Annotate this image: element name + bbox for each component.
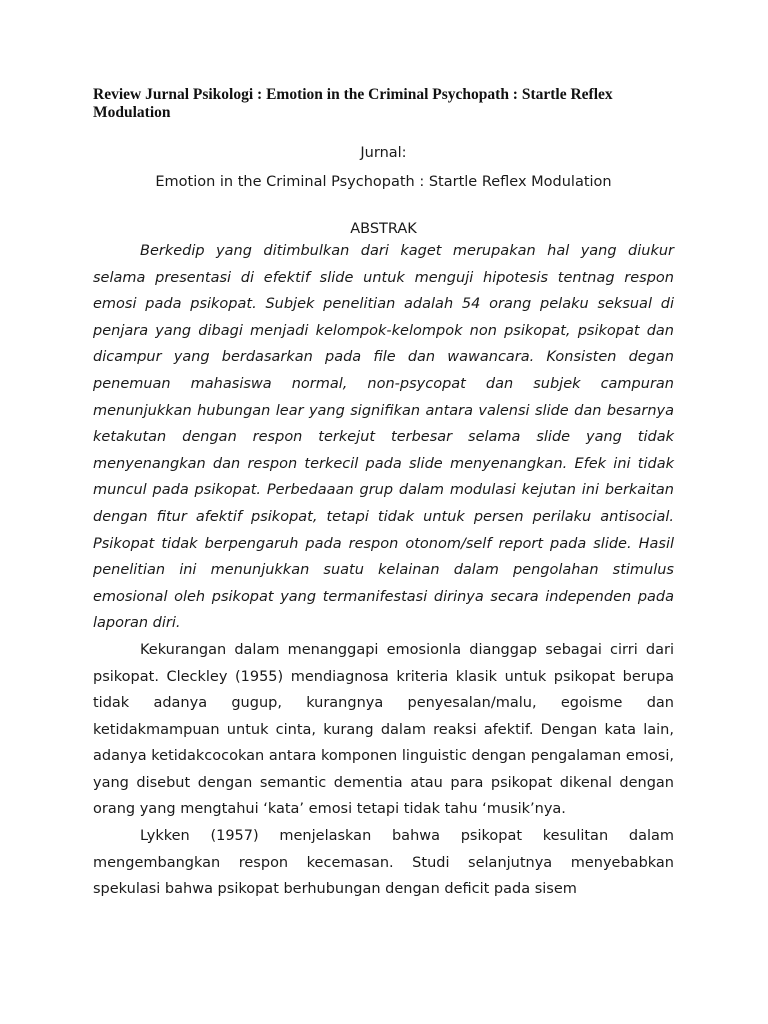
journal-name: Emotion in the Criminal Psychopath : Startle Reflex Modulation: [155, 174, 612, 190]
body-paragraph-1: Kekurangan dalam menanggapi emosionla dianggap sebagai cirri dari psikopat. Cleckley (1955) mendiagnosa kriteria klasik untuk psikopat berupa tidak adanya gugup, kurangnya penyesalan/malu, egoisme dan ketidakmampuan untuk cinta, kurang dalam reaksi afektif. Dengan kata lain, adanya ketidakcocokan antara komponen linguistic dengan pengalaman emosi, yang disebut dengan semantic dementia atau para psikopat dikenal dengan orang yang mengtahui ‘kata’ emosi tetapi tidak tahu ‘musik’nya.: [93, 641, 674, 818]
document-page: [93, 86, 674, 903]
document-title: Review Jurnal Psikologi : Emotion in the Criminal Psychopath : Startle Reflex Modulation: [93, 86, 613, 121]
abstract-heading: ABSTRAK: [350, 221, 417, 237]
body-paragraph-2: Lykken (1957) menjelaskan bahwa psikopat kesulitan dalam mengembangkan respon kecemasan. Studi selanjutnya menyebabkan spekulasi bahwa psikopat berhubungan dengan deficit pada sisem: [93, 828, 674, 898]
journal-label: Jurnal:: [360, 145, 407, 161]
abstract-paragraph: Berkedip yang ditimbulkan dari kaget merupakan hal yang diukur selama presentasi di efektif slide untuk menguji hipotesis tentnag respon emosi pada psikopat. Subjek penelitian adalah 54 orang pelaku seksual di penjara yang dibagi menjadi kelompok-kelompok non psikopat, psikopat dan dicampur yang berdasarkan pada file dan wawancara. Konsisten degan penemuan mahasiswa normal, non-psycopat dan subjek campuran menunjukkan hubungan lear yang signifikan antara valensi slide dan besarnya ketakutan dengan respon terkejut terbesar selama slide yang tidak menyenangkan dan respon terkecil pada slide menyenangkan. Efek ini tidak muncul pada psikopat. Perbedaaan grup dalam modulasi kejutan ini berkaitan dengan fitur afektif psikopat, tetapi tidak untuk persen perilaku antisocial. Psikopat tidak berpengaruh pada respon otonom/self report pada slide. Hasil penelitian ini menunjukkan suatu kelainan dalam pengolahan stimulus emosional oleh psikopat yang termanifestasi dirinya secara independen pada laporan diri.: [93, 243, 674, 632]
